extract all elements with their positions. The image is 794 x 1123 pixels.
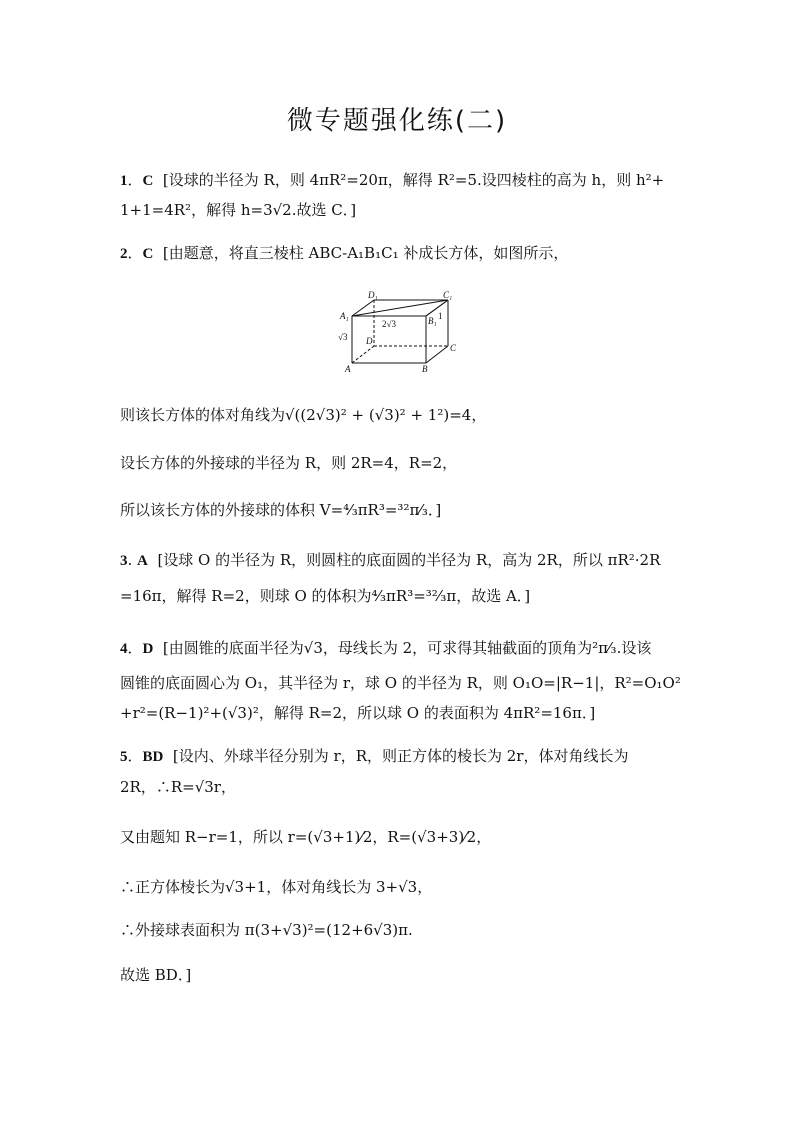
item-1-line-1: 1．C [设球的半径为 R，则 4πR²=20π，解得 R²=5.设四棱柱的高为 h，则 h²+: [120, 171, 665, 189]
item-3-answer: A: [137, 553, 148, 569]
item-5-text-5: ∴外接球表面积为 π(3+√3)²=(12+6√3)π.: [120, 921, 413, 939]
item-2-text-2: 则该长方体的体对角线为√((2√3)² + (√3)² + 1²)=4，: [120, 406, 487, 424]
item-5-line-1: 5．BD [设内、外球半径分别为 r，R，则正方体的棱长为 2r，体对角线长为: [120, 747, 629, 765]
label-len-side: √3: [338, 332, 348, 342]
item-5-answer: BD: [142, 749, 164, 765]
item-2-text-4: 所以该长方体的外接球的体积 V=⁴⁄₃πR³=³²π⁄₃．]: [120, 501, 442, 519]
item-3-line-1: 3. A [设球 O 的半径为 R，则圆柱的底面圆的半径为 R，高为 2R，所以 πR²·2R: [120, 551, 661, 569]
label-D1: D₁: [368, 290, 378, 300]
box-figure: [330, 288, 460, 376]
item-5-text-1: [设内、外球半径分别为 r，R，则正方体的棱长为 2r，体对角线长为: [172, 747, 629, 765]
item-5-text-3: 又由题知 R−r=1，所以 r=(√3+1)⁄2，R=(√3+3)⁄2，: [120, 828, 492, 846]
label-A: A: [345, 364, 351, 374]
item-1-answer: C: [142, 173, 154, 189]
item-4-text-2: 圆锥的底面圆心为 O₁，其半径为 r，球 O 的半径为 R，则 O₁O=|R−1|，R²=O₁O²: [120, 674, 681, 692]
item-3-number: 3: [120, 553, 128, 569]
label-B1: B₁: [428, 316, 437, 326]
label-len-top: 2√3: [382, 319, 396, 329]
item-4-text-3: +r²=(R−1)²+(√3)²，解得 R=2，所以球 O 的表面积为 4πR²=16π．]: [120, 704, 596, 722]
label-C1: C₁: [443, 290, 453, 300]
item-1-number: 1: [120, 173, 128, 189]
label-B: B: [422, 364, 428, 374]
item-1-text-1: [设球的半径为 R，则 4πR²=20π，解得 R²=5.设四棱柱的高为 h，则 h²+: [162, 171, 665, 189]
item-4-line-1: 4．D [由圆锥的底面半径为√3，母线长为 2，可求得其轴截面的顶角为²π⁄₃.设该: [120, 639, 652, 657]
item-4-answer: D: [142, 641, 154, 657]
page-title: 微专题强化练(二): [286, 106, 508, 136]
label-D: D: [366, 336, 373, 346]
label-len-right: 1: [438, 311, 443, 321]
item-1-text-2: 1+1=4R²，解得 h=3√2.故选 C．]: [120, 201, 357, 219]
item-2-text-1: [由题意，将直三棱柱 ABC-A₁B₁C₁ 补成长方体，如图所示，: [162, 244, 569, 262]
item-5-text-4: ∴正方体棱长为√3+1，体对角线长为 3+√3，: [120, 878, 433, 896]
item-2-text-3: 设长方体的外接球的半径为 R，则 2R=4，R=2，: [120, 454, 458, 472]
item-5-text-2: 2R，∴R=√3r，: [120, 778, 236, 796]
item-5-number: 5: [120, 749, 128, 765]
item-3-text-1: [设球 O 的半径为 R，则圆柱的底面圆的半径为 R，高为 2R，所以 πR²·2R: [157, 551, 661, 569]
item-4-number: 4: [120, 641, 128, 657]
item-2-answer: C: [142, 246, 154, 262]
item-2-number: 2: [120, 246, 128, 262]
item-3-text-2: =16π，解得 R=2，则球 O 的体积为⁴⁄₃πR³=³²⁄₃π，故选 A．]: [120, 587, 531, 605]
item-4-text-1: [由圆锥的底面半径为√3，母线长为 2，可求得其轴截面的顶角为²π⁄₃.设该: [162, 639, 652, 657]
label-A1: A₁: [340, 311, 349, 321]
item-5-text-6: 故选 BD．]: [120, 966, 192, 984]
item-2-line-1: 2．C [由题意，将直三棱柱 ABC-A₁B₁C₁ 补成长方体，如图所示，: [120, 244, 569, 262]
label-C: C: [450, 343, 457, 353]
